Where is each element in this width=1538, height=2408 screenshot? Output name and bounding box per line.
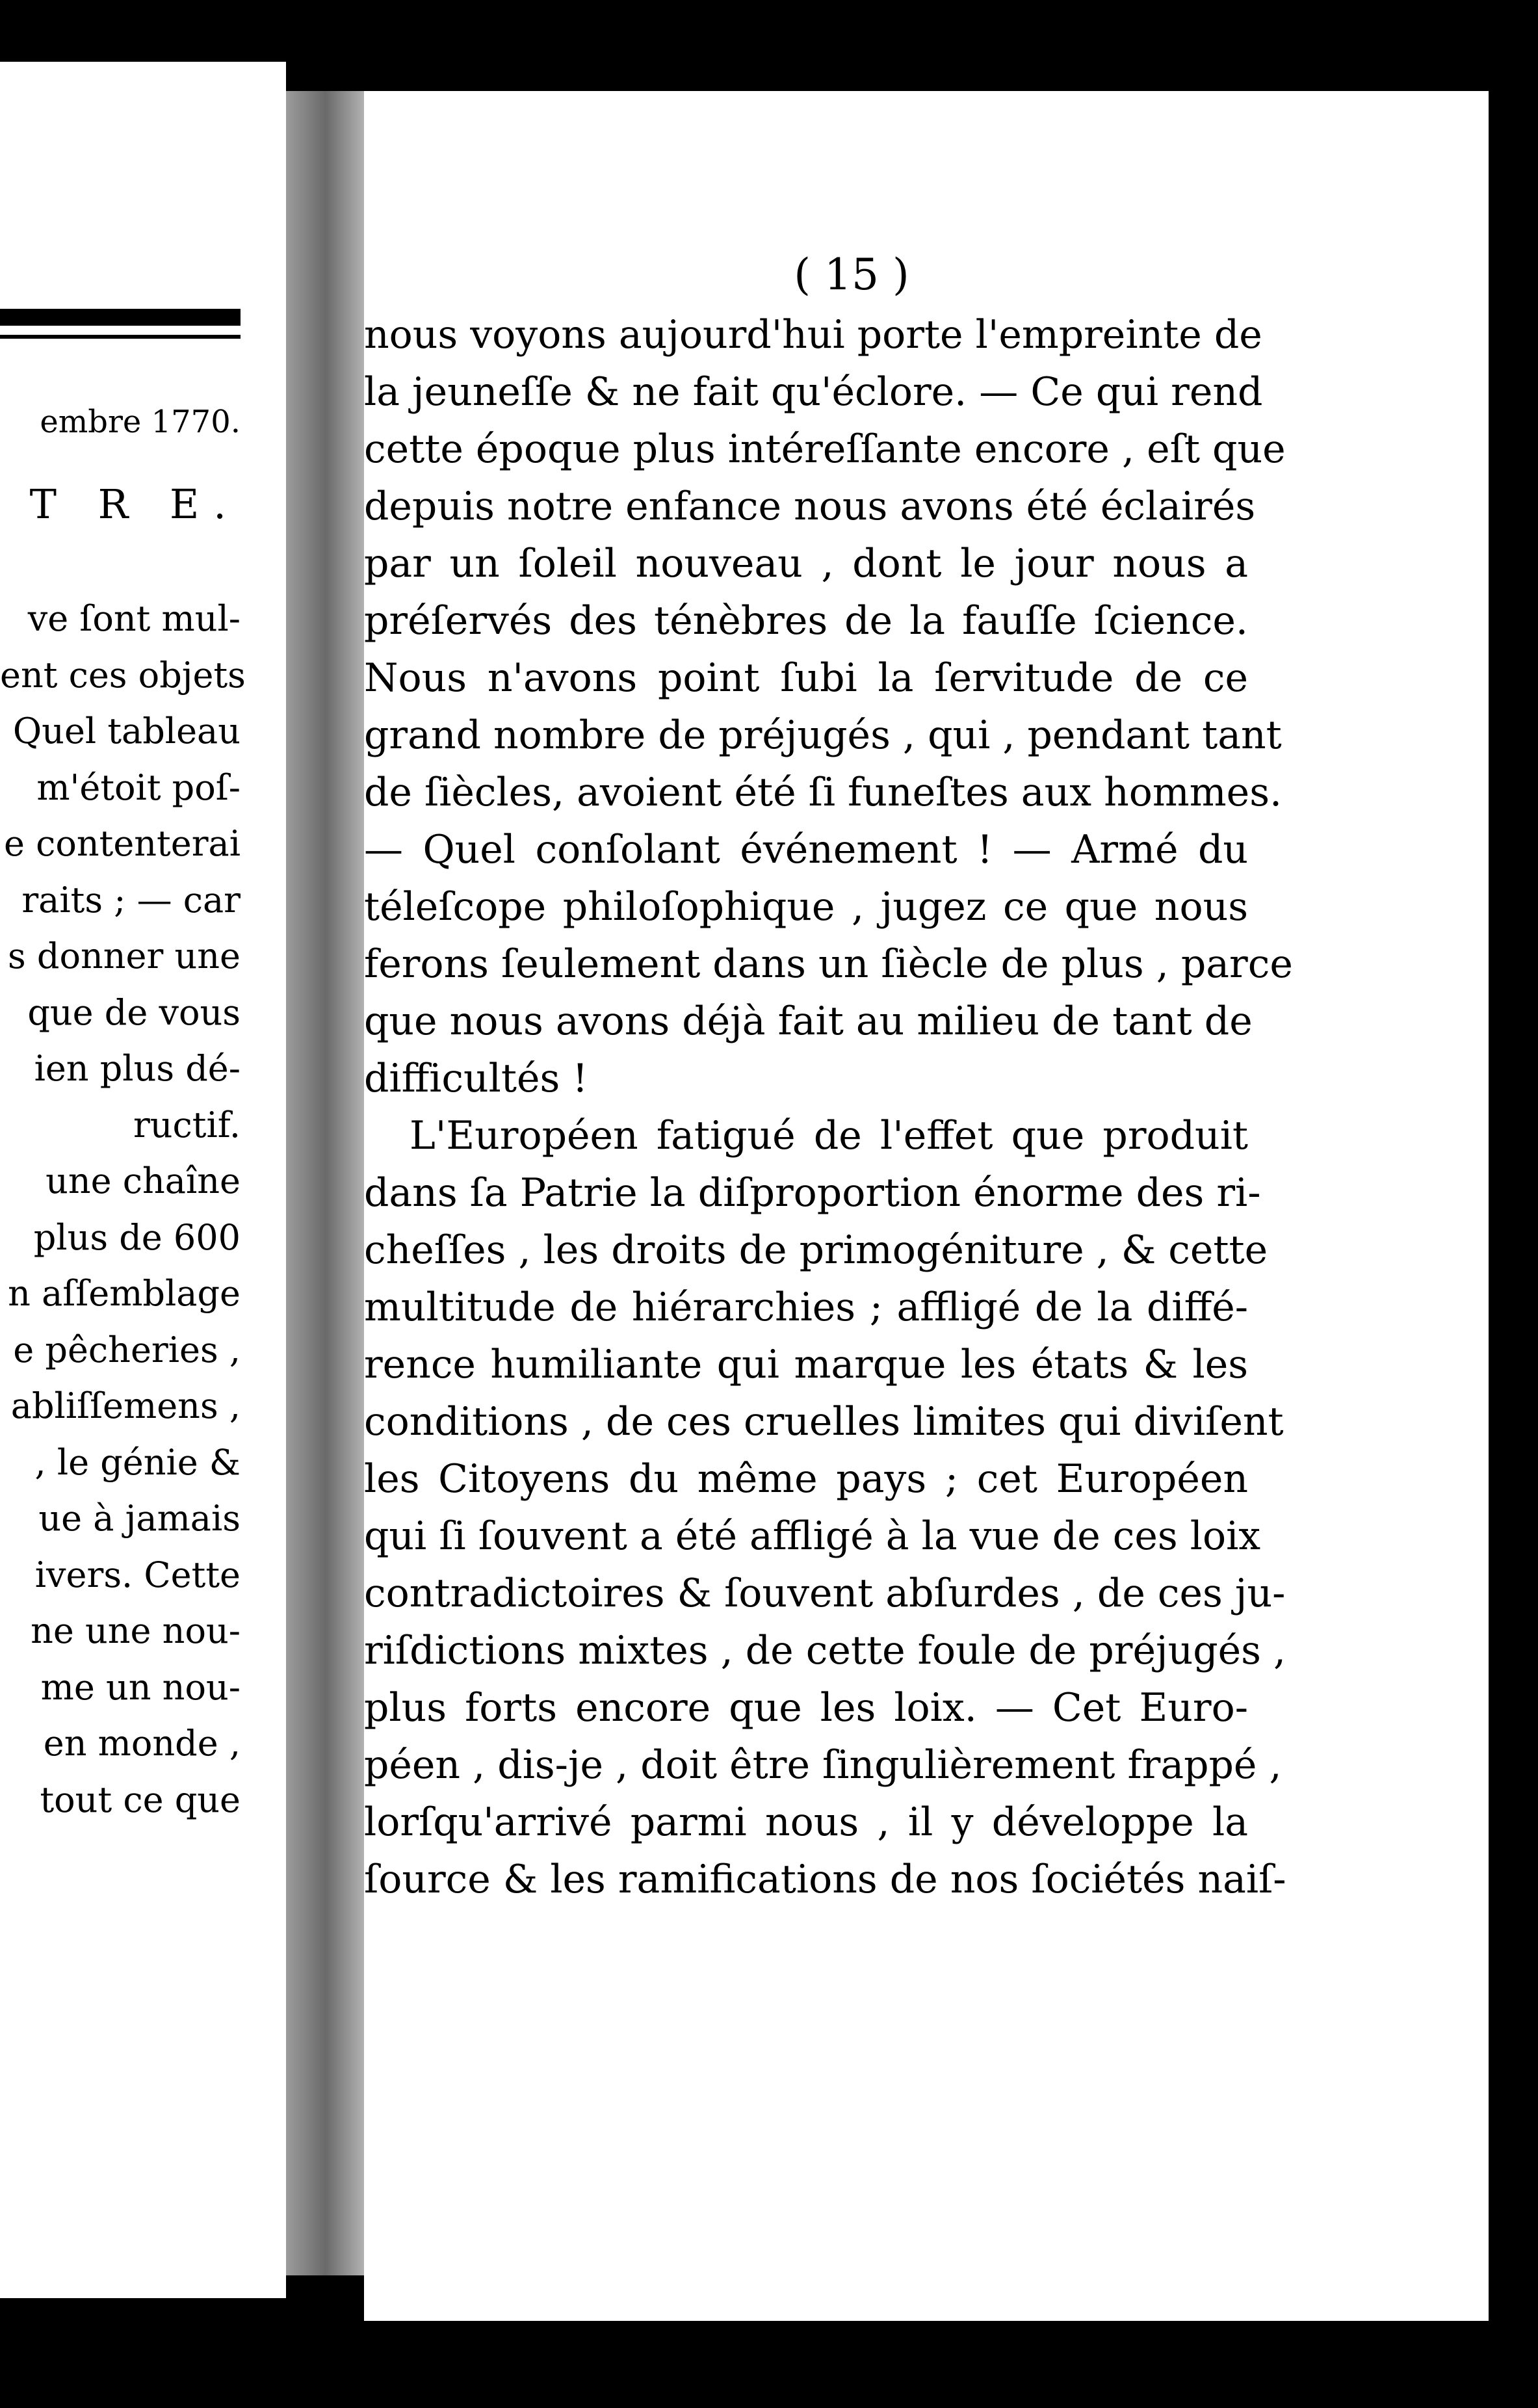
body-text-line: de ſiècles, avoient été ſi funeſtes aux hommes. [364, 770, 1283, 815]
left-text-line: abliſſemens , [10, 1385, 241, 1426]
body-text-line: ſource & les ramifications de nos ſociétés naiſ- [364, 1857, 1286, 1902]
body-text-line: dans ſa Patrie la diſproportion énorme des ri- [364, 1170, 1261, 1216]
left-text-line: plus de 600 [33, 1216, 241, 1258]
body-text-line: contradictoires & ſouvent abſurdes , de ces ju- [364, 1571, 1286, 1616]
body-text-line: lorſqu'arrivé parmi nous , il y développe la [364, 1799, 1248, 1845]
left-text-line: ructif. [133, 1104, 241, 1145]
body-text-line: les Citoyens du même pays ; cet Européen [364, 1456, 1248, 1502]
body-text-line: qui ſi ſouvent a été affligé à la vue de ces loix [364, 1513, 1261, 1559]
body-text-line: depuis notre enfance nous avons été éclairés [364, 484, 1256, 529]
left-text-line: ent ces objets [0, 654, 246, 696]
left-text-line: une chaîne [46, 1160, 241, 1201]
left-text-line: m'étoit poſ- [36, 766, 241, 808]
left-text-line: ien plus dé- [34, 1048, 241, 1089]
body-text-line: grand nombre de préjugés , qui , pendant tant [364, 713, 1282, 758]
body-text-line: conditions , de ces cruelles limites qui diviſent [364, 1399, 1284, 1445]
body-text-line: nous voyons aujourd'hui porte l'empreinte de [364, 312, 1262, 358]
left-text-line: me un nou- [40, 1666, 241, 1708]
left-text-line: raits ; — car [21, 879, 241, 921]
left-text-line: e contenterai [3, 823, 241, 864]
body-text-line: riſdictions mixtes , de cette foule de préjugés , [364, 1628, 1286, 1673]
right-page [364, 91, 1489, 2321]
body-text-line: L'Européen fatigué de l'effet que produit [410, 1113, 1248, 1158]
left-text-line: ne une nou- [31, 1610, 241, 1651]
page-number: ( 15 ) [794, 250, 909, 300]
body-text-line: plus forts encore que les loix. — Cet Euro- [364, 1685, 1248, 1731]
heading-fragment: T R E. [29, 480, 241, 528]
book-gutter [286, 91, 374, 2275]
header-rule-thick [0, 309, 241, 326]
left-text-line: ve ſont mul- [27, 598, 241, 639]
left-text-line: tout ce que [40, 1779, 241, 1820]
date-fragment: embre 1770. [40, 404, 241, 440]
left-text-line: ue à jamais [38, 1498, 241, 1539]
body-text-line: cette époque plus intéreſſante encore , eſt que [364, 426, 1286, 472]
body-text-line: Nous n'avons point ſubi la ſervitude de ce [364, 655, 1248, 701]
body-text-line: difficultés ! [364, 1056, 588, 1101]
left-text-line: s donner une [8, 936, 241, 976]
left-text-line: que de vous [27, 991, 241, 1033]
body-text-line: préſervés des ténèbres de la fauſſe ſcience. [364, 598, 1248, 644]
body-text-line: rence humiliante qui marque les états & les [364, 1342, 1248, 1387]
left-text-line: n aſſemblage [8, 1273, 241, 1314]
body-text-line: par un ſoleil nouveau , dont le jour nous a [364, 541, 1248, 586]
body-text-line: cheſſes , les droits de primogéniture , & cette [364, 1227, 1268, 1273]
left-text-line: e pêcheries , [13, 1329, 241, 1370]
body-text-line: que nous avons déjà fait au milieu de tant de [364, 999, 1253, 1044]
left-text-line: , le génie & [34, 1441, 241, 1483]
body-text-line: — Quel conſolant événement ! — Armé du [364, 827, 1248, 872]
left-text-line: ivers. Cette [34, 1554, 241, 1595]
header-rule-thin [0, 335, 241, 339]
body-text-line: péen , dis-je , doit être ſingulièrement frappé , [364, 1742, 1282, 1788]
left-text-line: Quel tableau [12, 711, 241, 752]
body-text-line: la jeuneſſe & ne fait qu'éclore. — Ce qui rend [364, 369, 1263, 415]
body-text-line: ferons ſeulement dans un ſiècle de plus , parce [364, 941, 1293, 987]
body-text-line: téleſcope philoſophique , jugez ce que nous [364, 884, 1248, 930]
left-text-line: en monde , [43, 1723, 241, 1764]
body-text-line: multitude de hiérarchies ; affligé de la diffé- [364, 1285, 1248, 1330]
left-page [0, 62, 286, 2298]
